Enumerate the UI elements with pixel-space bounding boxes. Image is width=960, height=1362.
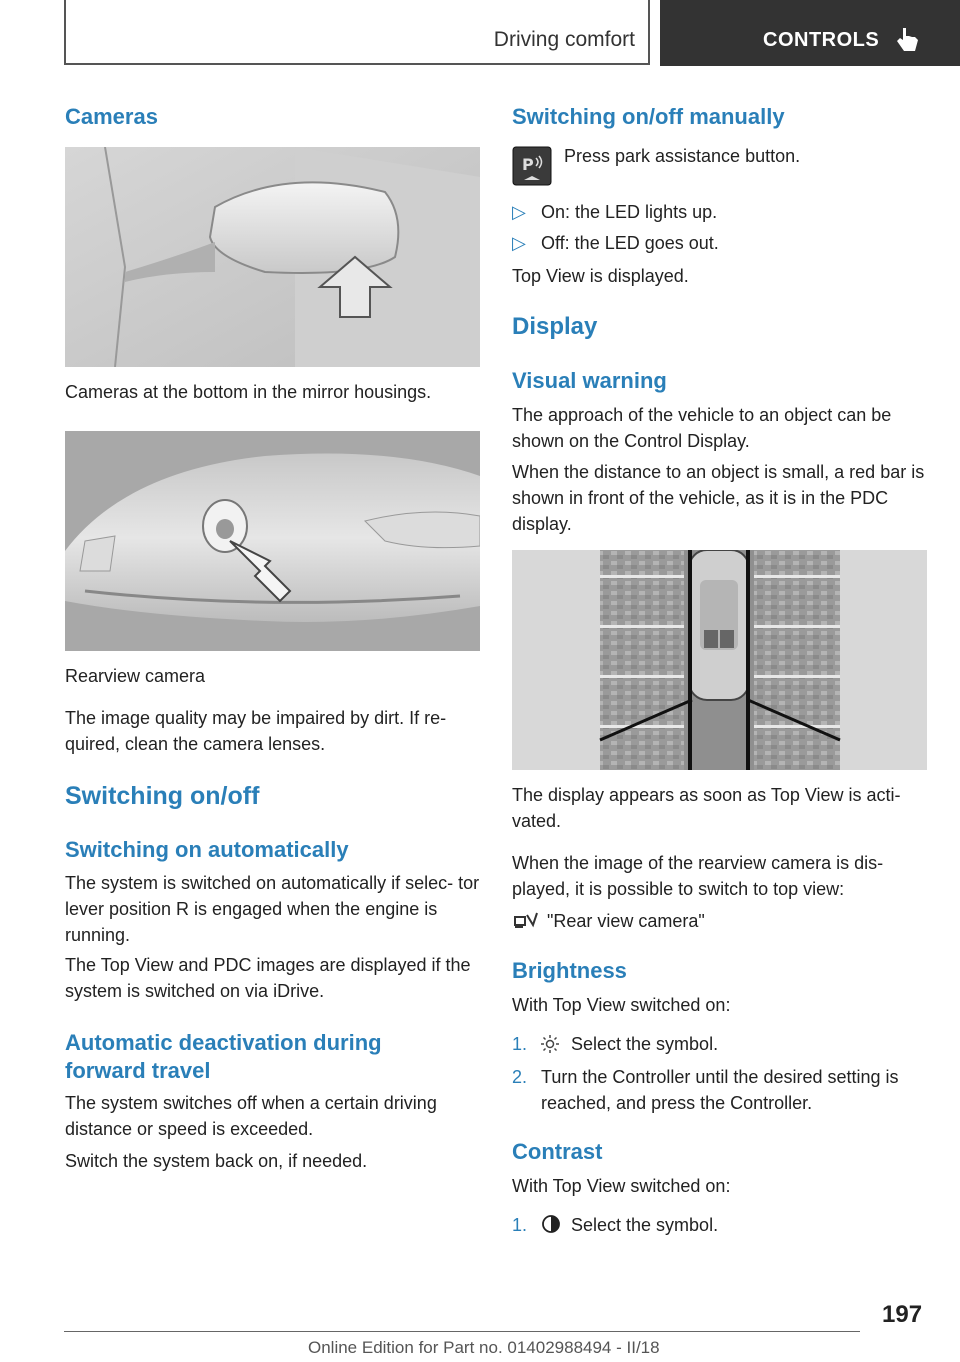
deactivation-text-1: The system switches off when a certain driving distance or speed is exceeded.	[65, 1093, 437, 1139]
top-view-illustration	[512, 550, 927, 770]
bullet-text: Off: the LED goes out.	[541, 233, 719, 253]
brightness-step-2-text: Turn the Controller until the desired setting is reached, and press the Controller.	[541, 1067, 899, 1113]
footer-edition: Online Edition for Part no. 01402988494 - II/18	[308, 1338, 660, 1357]
auto-on-heading: Switching on automatically	[65, 837, 349, 862]
cameras-heading: Cameras	[65, 104, 158, 129]
bullet-off	[512, 230, 719, 256]
bullet-on	[512, 199, 717, 225]
step-number: 1.	[512, 1034, 528, 1054]
visual-warning-text-2: When the distance to an object is small, a red bar is shown in front of the vehicle, as it is in the PDC display.	[512, 462, 925, 534]
contrast-step-1-text: Select the symbol.	[571, 1215, 719, 1235]
brightness-intro: With Top View switched on:	[512, 995, 731, 1015]
brightness-step-1-text: Select the symbol.	[571, 1034, 719, 1054]
deactivation-heading: Automatic deactivation during forward travel	[65, 1030, 382, 1083]
brightness-heading: Brightness	[512, 958, 627, 983]
contrast-intro: With Top View switched on:	[512, 1176, 731, 1196]
manual-text: Press park assistance button.	[564, 146, 801, 166]
footer-rule	[64, 1331, 860, 1332]
mirror-caption: Cameras at the bottom in the mirror housings.	[65, 382, 432, 402]
topview-text: Top View is displayed.	[512, 266, 689, 286]
display-caption: The display appears as soon as Top View is acti‐ vated.	[512, 785, 901, 831]
auto-on-text-2: The Top View and PDC images are displayed if the system is switched on via iDrive.	[65, 955, 471, 1001]
svg-text:P: P	[522, 155, 534, 174]
brightness-step-2	[512, 1064, 527, 1090]
header-rule-bottom	[64, 63, 650, 65]
manual-heading: Switching on/off manually	[512, 104, 785, 129]
hand-pointer-icon	[895, 26, 921, 54]
rear-view-camera-icon[interactable]	[513, 911, 539, 931]
contrast-step-1	[512, 1212, 527, 1238]
top-view-display-image	[512, 550, 927, 770]
rearview-camera-image	[65, 431, 480, 651]
step-number: 2.	[512, 1067, 528, 1087]
rear-view-camera-label[interactable]: "Rear view camera"	[547, 911, 705, 931]
bullet-marker: ▷	[512, 202, 526, 222]
rearview-caption: Rearview camera	[65, 666, 206, 686]
trunk-illustration	[65, 431, 480, 651]
mirror-camera-image	[65, 147, 480, 367]
brightness-sun-icon[interactable]	[540, 1034, 560, 1054]
visual-warning-text-1: The approach of the vehicle to an object can be shown on the Control Display.	[512, 405, 892, 451]
brightness-step-1	[512, 1031, 527, 1057]
header-section-title: Driving comfort	[493, 28, 635, 51]
deactivation-text-2: Switch the system back on, if needed.	[65, 1151, 368, 1171]
contrast-heading: Contrast	[512, 1139, 603, 1164]
header-rule-left	[64, 0, 66, 64]
auto-on-text-1: The system is switched on automatically if selec‐ tor lever position R is engaged when the engine is running.	[65, 873, 480, 945]
bullet-text: On: the LED lights up.	[541, 202, 718, 222]
bullet-marker: ▷	[512, 233, 526, 253]
contrast-half-circle-icon[interactable]	[541, 1214, 561, 1234]
step-number: 1.	[512, 1215, 528, 1235]
visual-warning-heading: Visual warning	[512, 368, 667, 393]
switching-heading: Switching on/off	[65, 782, 260, 810]
image-quality-text: The image quality may be impaired by dirt. If re‐ quired, clean the camera lenses.	[65, 708, 447, 754]
page-number: 197	[882, 1301, 923, 1328]
header-chapter-label[interactable]: CONTROLS	[763, 29, 880, 51]
header-rule-right	[648, 0, 650, 64]
park-assist-button-icon	[512, 146, 552, 186]
mirror-illustration	[65, 147, 480, 367]
display-heading: Display	[512, 313, 598, 340]
rearview-switch-text: When the image of the rearview camera is dis‐ played, it is possible to switch to top view:	[512, 853, 884, 899]
